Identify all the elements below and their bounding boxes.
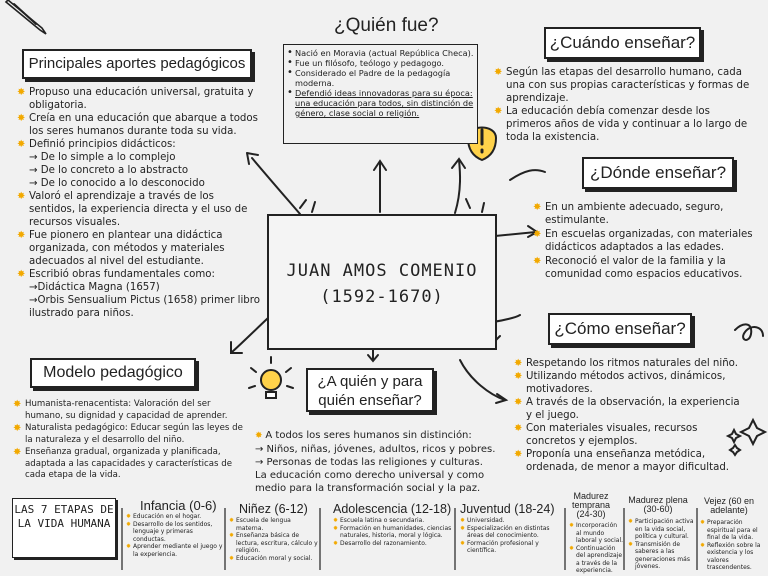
list-item [494, 105, 756, 144]
bullet-icon: ✸ [569, 544, 575, 552]
bullet-icon: ✸ [533, 256, 542, 267]
bullet-icon: • [287, 87, 293, 98]
list-item-text: Transmisión de saberes a las generaciones más jóvenes. [635, 540, 690, 570]
list-item [514, 448, 744, 474]
list-sub-item: → De lo concreto a lo abstracto [29, 165, 189, 176]
quien-fue-heading: ¿Quién fue? [334, 15, 439, 36]
list-item-text: Reconoció el valor de la familia y la comunidad como espacios educativos. [545, 256, 743, 280]
stage-item-list [700, 519, 766, 572]
bullet-icon: ✸ [628, 518, 634, 525]
donde-list-wrap [533, 201, 758, 282]
bullet-icon: ✸ [13, 447, 22, 458]
list-item [229, 532, 319, 555]
bullet-icon: ✸ [13, 399, 22, 410]
aquien-line [255, 469, 505, 495]
stage-name: Vejez (60 en adelante) [703, 496, 755, 515]
list-item-text: Enseñanza gradual, organizada y planificada, adaptada a las capacidades y características de cada etapa de la vida. [25, 447, 232, 480]
list-item-text: Escribió obras fundamentales como: [29, 269, 215, 280]
list-item-text: Desarrollo de los sentidos, lenguaje y primeras conductas. [133, 520, 213, 543]
stage-name: Infancia (0-6) [140, 498, 217, 513]
list-item [17, 138, 262, 190]
stage-name: Juventud (18-24) [460, 502, 555, 516]
bullet-icon: • [287, 47, 293, 58]
bullet-icon: ✸ [333, 539, 339, 547]
bullet-icon: ✸ [17, 269, 26, 280]
list-item [569, 545, 623, 575]
list-item [628, 541, 696, 571]
stage-ninez [229, 502, 319, 562]
list-item [514, 422, 744, 448]
list-item-text: Defendió ideas innovadoras para su época: una educación para todos, sin distinción de género, clase social o religión. [295, 88, 474, 118]
quien-fue-list [287, 48, 474, 118]
stage-madurez-plena [628, 496, 696, 571]
bullet-icon: ✸ [460, 539, 466, 547]
bullet-icon: ✸ [17, 113, 26, 124]
list-item [17, 190, 262, 229]
list-item [700, 542, 766, 572]
list-item [13, 447, 243, 482]
list-sub-item: →Orbis Sensualium Pictus (1658) primer libro ilustrado para niños. [29, 295, 260, 319]
list-item [514, 370, 744, 396]
bullet-icon: ✸ [126, 520, 132, 528]
aquien-text [255, 429, 505, 495]
list-item [514, 357, 744, 370]
list-item-text: Especialización en distintas áreas del conocimiento. [467, 524, 550, 539]
aquien-line-text: → Personas de todas las religiones y culturas. [255, 457, 483, 468]
list-item-text: Universidad. [467, 517, 505, 524]
list-item-text: En un ambiente adecuado, seguro, estimulante. [545, 202, 724, 226]
list-item [287, 48, 474, 58]
list-item-text: Enseñanza básica de lectura, escritura, cálculo y religión. [236, 532, 318, 554]
list-item-text: Continuación del aprendizaje a través de la experiencia. [576, 544, 623, 574]
bullet-icon: ✸ [17, 87, 26, 98]
list-item [333, 525, 453, 540]
bullet-icon: ✸ [514, 449, 523, 460]
bullet-icon: ✸ [333, 524, 339, 532]
aportes-heading: Principales aportes pedagógicos [22, 49, 252, 79]
bullet-icon: • [287, 57, 293, 68]
modelo-list-wrap [13, 399, 243, 483]
bullet-icon: ✸ [700, 541, 706, 549]
bullet-icon: ✸ [533, 202, 542, 213]
list-item-text: Propuso una educación universal, gratuita y obligatoria. [29, 87, 254, 111]
list-item-text: Educación en el hogar. [133, 513, 202, 520]
list-item [460, 517, 563, 525]
modelo-heading: Modelo pedagógico [30, 358, 196, 388]
cuando-heading: ¿Cuándo enseñar? [544, 27, 701, 59]
bullet-icon: ✸ [514, 358, 523, 369]
list-item [13, 399, 243, 422]
aquien-line-text: → Niños, niñas, jóvenes, adultos, ricos y pobres. [255, 444, 496, 455]
list-item-text: La educación debía comenzar desde los primeros años de vida y continuar a lo largo de toda la existencia. [506, 106, 748, 143]
list-item [460, 525, 563, 540]
list-item [533, 228, 758, 254]
list-item-text: Respetando los ritmos naturales del niño. [526, 358, 738, 369]
cuando-list-wrap [494, 66, 756, 144]
bullet-icon: • [287, 67, 293, 78]
list-item [460, 540, 563, 555]
list-item [514, 396, 744, 422]
cuando-list [494, 66, 756, 144]
list-item [229, 517, 319, 532]
list-item-text: Creía en una educación que abarque a todos los seres humanos durante toda su vida. [29, 113, 258, 137]
list-item-text: Definió principios didácticos: [29, 139, 176, 150]
list-item-text: Reflexión sobre la existencia y los valores trascendentes. [707, 541, 761, 571]
list-sub-item: →Didáctica Magna (1657) [29, 282, 160, 293]
stage-item-list [460, 517, 563, 555]
list-item [569, 522, 623, 545]
list-item-text: Desarrollo del razonamiento. [340, 539, 427, 547]
list-item [287, 68, 474, 88]
stage-juventud [460, 502, 563, 555]
aquien-line [255, 429, 505, 443]
list-item-text: Educación moral y social. [236, 554, 313, 562]
quien-fue-box [283, 44, 478, 144]
bullet-icon: ✸ [700, 519, 706, 526]
list-item-text: Escuela de lengua materna. [236, 517, 291, 532]
stage-name: Madurez temprana (24-30) [571, 491, 611, 519]
list-item-text: Con materiales visuales, recursos concretos y ejemplos. [526, 423, 698, 447]
list-item-text: Escuela latina o secundaria. [340, 517, 425, 524]
bullet-icon: ✸ [569, 522, 575, 529]
bullet-icon: ✸ [514, 397, 523, 408]
stage-adolescencia [333, 502, 453, 547]
list-item-text: Fue pionero en plantear una didáctica organizada, con métodos y materiales adecuados al nivel del estudiante. [29, 230, 225, 267]
list-item-text: Valoró el aprendizaje a través de los sentidos, la experiencia directa y el uso de recursos visuales. [29, 191, 248, 228]
donde-list [533, 201, 758, 281]
aquien-line-text: La educación como derecho universal y como medio para la transformación social y la paz. [255, 470, 485, 494]
title-years: (1592-1670) [320, 287, 444, 307]
aquien-line [255, 456, 505, 469]
list-item [13, 423, 243, 446]
list-item [17, 112, 262, 138]
list-item [533, 201, 758, 227]
bullet-icon: ✸ [333, 517, 339, 524]
list-item-text: Considerado el Padre de la pedagogía moderna. [295, 68, 451, 88]
list-item [700, 519, 766, 542]
list-item-text: Según las etapas del desarrollo humano, cada una con sus propias características y formas de aprendizaje. [506, 67, 750, 104]
list-item [17, 268, 262, 320]
list-item-text: Preparación espiritual para el final de la vida. [707, 519, 758, 541]
stage-madurez-temprana [569, 492, 623, 575]
aquien-line-text: A todos los seres humanos sin distinción: [265, 430, 472, 441]
list-item [17, 86, 262, 112]
center-title-box [267, 214, 497, 350]
bullet-icon: ✸ [494, 106, 503, 117]
bullet-icon: ✸ [126, 513, 132, 520]
stage-vejez [700, 497, 766, 572]
list-item-text: Aprender mediante el juego y la experiencia. [133, 543, 223, 558]
list-item-text: Fue un filósofo, teólogo y pedagogo. [295, 58, 445, 68]
stage-name: Niñez (6-12) [239, 502, 308, 516]
list-item-text: Incorporación al mundo laboral y social. [576, 522, 624, 544]
list-item-text: En escuelas organizadas, con materiales didácticos adaptados a las edades. [545, 229, 753, 253]
stage-name: Adolescencia (12-18) [333, 502, 452, 516]
aportes-list-wrap [17, 86, 262, 320]
como-list-wrap [514, 357, 744, 474]
list-item [126, 543, 223, 558]
list-item [17, 229, 262, 268]
list-item [126, 521, 223, 544]
bullet-icon: ✸ [460, 517, 466, 524]
stage-item-list [229, 517, 319, 562]
stage-item-list [333, 517, 453, 547]
list-item-text: Nació en Moravia (actual República Checa). [295, 48, 474, 58]
stage-item-list [569, 522, 623, 575]
list-item-text: Proponía una enseñanza metódica, ordenada, de menor a mayor dificultad. [526, 449, 730, 473]
stage-name: Madurez plena (30-60) [628, 495, 688, 514]
bullet-icon: ✸ [229, 554, 235, 562]
bullet-icon: ✸ [17, 139, 26, 150]
stage-item-list [628, 518, 696, 571]
etapas-heading-box: LAS 7 ETAPAS DE LA VIDA HUMANA [12, 498, 116, 558]
aquien-line [255, 443, 505, 456]
list-item-text: Formación en humanidades, ciencias naturales, historia, moral y lógica. [340, 524, 452, 539]
bullet-icon: ✸ [126, 543, 132, 550]
title-name: JUAN AMOS COMENIO [286, 261, 478, 281]
list-item [229, 555, 319, 563]
list-item [126, 513, 223, 521]
bullet-icon: ✸ [229, 517, 235, 524]
bullet-icon: ✸ [13, 423, 22, 434]
como-heading: ¿Cómo enseñar? [548, 313, 692, 345]
como-list [514, 357, 744, 474]
list-item-text: Humanista-renacentista: Valoración del ser humano, su dignidad y capacidad de aprender. [25, 399, 228, 421]
bullet-icon: ✸ [460, 524, 466, 532]
modelo-list [13, 399, 243, 482]
bullet-icon: ✸ [628, 540, 634, 548]
list-item-text: Utilizando métodos activos, dinámicos, motivadores. [526, 371, 726, 395]
list-sub-item: → De lo conocido a lo desconocido [29, 178, 205, 189]
bullet-icon: ✸ [514, 371, 523, 382]
aportes-list [17, 86, 262, 320]
bullet-icon: ✸ [17, 191, 26, 202]
list-item-text: Naturalista pedagógico: Educar según las leyes de la naturaleza y el desarrollo del niño. [25, 423, 243, 445]
bullet-icon: ✸ [229, 532, 235, 539]
list-item [628, 518, 696, 541]
stage-item-list [126, 513, 223, 558]
list-item [333, 540, 453, 548]
list-item [333, 517, 453, 525]
list-item-text: Participación activa en la vida social, política y cultural. [635, 518, 694, 540]
aquien-heading: ¿A quién y para quién enseñar? [306, 368, 434, 412]
list-item [287, 58, 474, 68]
list-item-text: Formación profesional y científica. [467, 539, 539, 554]
donde-heading: ¿Dónde enseñar? [582, 157, 734, 189]
list-item [287, 88, 474, 118]
bullet-icon: ✸ [255, 431, 266, 441]
bullet-icon: ✸ [17, 230, 26, 241]
stage-infancia [126, 498, 223, 558]
bullet-icon: ✸ [494, 67, 503, 78]
bullet-icon: ✸ [514, 423, 523, 434]
list-item [494, 66, 756, 105]
list-sub-item: → De lo simple a lo complejo [29, 152, 176, 163]
list-item-text: A través de la observación, la experiencia y el juego. [526, 397, 740, 421]
bullet-icon: ✸ [533, 229, 542, 240]
list-item [533, 255, 758, 281]
